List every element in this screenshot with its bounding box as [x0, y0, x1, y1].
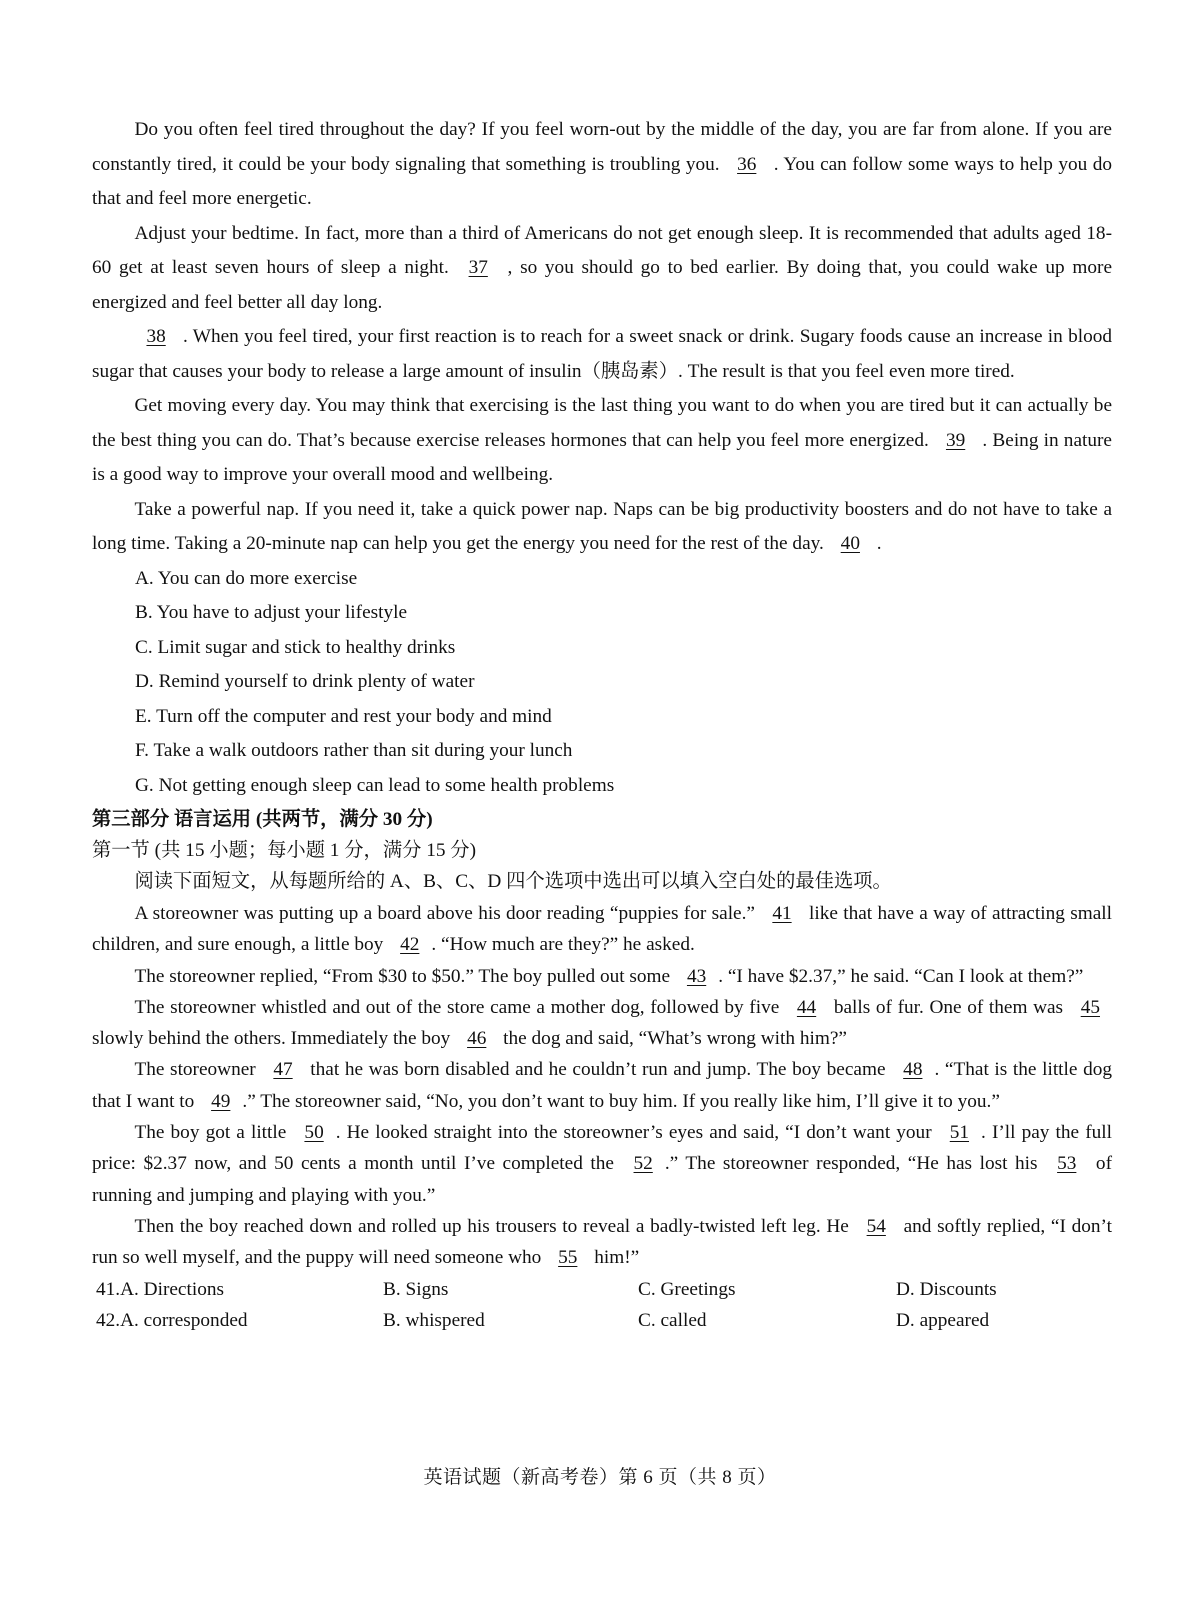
paragraph [92, 320, 1112, 389]
paragraph [92, 217, 1112, 321]
option-item: G. Not getting enough sleep can lead to some health problems [135, 774, 615, 796]
text-run: The storeowner [134, 1059, 262, 1081]
blank-53: 53 [1057, 1153, 1077, 1175]
text-run: Take a powerful nap. If you need it, take a quick power nap. Naps can be big productivity boosters and do not have to take a long time. Taking a 20-minute nap can help you get the energy you need for the rest of the day. [92, 498, 1112, 554]
text-run: like that have a way of attracting small children, and sure enough, a little boy [92, 903, 1112, 956]
text-run: . I’ll pay the full price: $2.37 now, and 50 cents a month until I’ve completed the [92, 1122, 1112, 1175]
text-run: The boy got a little [134, 1122, 293, 1144]
text-run: Adjust your bedtime. In fact, more than a third of Americans do not get enough sleep. It is recommended that adults aged 18-60 get at least seven hours of sleep a night. [92, 222, 1112, 278]
text-run: of running and jumping and playing with you.” [92, 1153, 1112, 1206]
text-run: . He looked straight into the storeowner’s eyes and said, “I don’t want your [335, 1122, 938, 1144]
choice-option: B. Signs [383, 1278, 449, 1300]
paragraph [92, 992, 1112, 1055]
text-run: . Being in nature is a good way to improve your overall mood and wellbeing. [92, 429, 1112, 485]
choice-row [92, 1305, 1112, 1336]
choice-option: 41.A. Directions [96, 1278, 224, 1300]
option-item: F. Take a walk outdoors rather than sit during your lunch [135, 740, 573, 761]
paragraph [92, 961, 1112, 992]
text-run: . [871, 533, 882, 554]
text-run: Get moving every day. You may think that exercising is the last thing you want to do when you are tired but it can actually be the best thing you can do. That’s because exercise releases hormones that can help you feel more energized. [92, 395, 1112, 451]
text-run: . “How much are they?” he asked. [431, 934, 695, 956]
cloze-passage [92, 898, 1112, 1274]
blank-42: 42 [400, 934, 420, 956]
choice-option: B. whispered [383, 1309, 485, 1331]
page-content [92, 113, 1112, 1336]
text-run: . “I have $2.37,” he said. “Can I look at them?” [718, 965, 1084, 987]
part3-heading: 第三部分 语言运用 (共两节，满分 30 分) [92, 809, 433, 830]
paragraph [92, 389, 1112, 493]
blank-40: 40 [840, 533, 860, 554]
text-run: him!” [589, 1247, 640, 1269]
text-run: Do you often feel tired throughout the day? If you feel worn-out by the middle of the day, you are far from alone. If you are constantly tired, it could be your body signaling that something is troubling you. [92, 119, 1112, 175]
text-run: balls of fur. One of them was [828, 996, 1069, 1018]
text-run: . When you feel tired, your first reaction is to reach for a sweet snack or drink. Sugary foods cause an increase in blood sugar that causes your body to release a large amount of insulin（胰岛素）. The result is that you feel even more tired. [92, 326, 1112, 382]
blank-44: 44 [796, 996, 817, 1018]
choice-row [92, 1274, 1112, 1305]
text-run: . “That is the little dog that I want to [92, 1059, 1112, 1112]
blank-48: 48 [903, 1059, 923, 1081]
blank-36: 36 [737, 153, 757, 175]
paragraph [92, 113, 1112, 217]
text-run: A storeowner was putting up a board above his door reading “puppies for sale.” [134, 903, 761, 924]
option-item: B. You have to adjust your lifestyle [135, 602, 408, 623]
paragraph [92, 1211, 1112, 1274]
text-run: . You can follow some ways to help you do that and feel more energetic. [92, 153, 1112, 209]
paragraph [92, 898, 1112, 961]
option-item: C. Limit sugar and stick to healthy drinks [135, 636, 456, 658]
blank-45: 45 [1080, 996, 1100, 1018]
page-footer: 英语试题（新高考卷）第 6 页（共 8 页） [423, 1467, 777, 1488]
paragraph [92, 1117, 1112, 1211]
text-run: the dog and said, “What’s wrong with him?” [498, 1028, 847, 1050]
choice-option: C. Greetings [638, 1278, 736, 1300]
text-run: slowly behind the others. Immediately the boy [92, 1028, 456, 1050]
text-run: .” The storeowner said, “No, you don’t want to buy him. If you really like him, I’ll give it to you.” [242, 1090, 1000, 1112]
blank-51: 51 [949, 1122, 970, 1144]
blank-47: 47 [273, 1059, 293, 1081]
reading-passage [92, 113, 1112, 562]
section1-heading: 第一节 (共 15 小题；每小题 1 分，满分 15 分) [92, 840, 477, 861]
choice-option: 42.A. corresponded [96, 1309, 248, 1331]
text-run: , so you should go to bed earlier. By doing that, you could wake up more energized and feel better all day long. [92, 257, 1112, 313]
blank-39: 39 [945, 429, 966, 451]
text-run: The storeowner replied, “From $30 to $50.” The boy pulled out some [134, 965, 675, 987]
text-run: and softly replied, “I don’t run so well myself, and the puppy will need someone who [92, 1215, 1112, 1269]
option-item: A. You can do more exercise [135, 567, 358, 589]
blank-41: 41 [772, 903, 792, 924]
option-item: D. Remind yourself to drink plenty of water [135, 671, 475, 692]
blank-43: 43 [686, 965, 707, 987]
choice-option: D. Discounts [896, 1278, 997, 1300]
option-item: E. Turn off the computer and rest your body and mind [135, 705, 552, 727]
blank-55: 55 [558, 1247, 578, 1269]
text-run: Then the boy reached down and rolled up his trousers to reveal a badly-twisted left leg. He [134, 1215, 855, 1237]
choice-option: D. appeared [896, 1309, 990, 1331]
blank-54: 54 [866, 1215, 886, 1237]
reading-options [92, 562, 1112, 804]
cloze-instruction: 阅读下面短文，从每题所给的 A、B、C、D 四个选项中选出可以填入空白处的最佳选项。 [134, 871, 892, 892]
text-run: The storeowner whistled and out of the store came a mother dog, followed by five [134, 996, 785, 1018]
blank-50: 50 [304, 1122, 324, 1144]
paragraph [92, 493, 1112, 562]
choice-option: C. called [638, 1309, 707, 1331]
text-run: that he was born disabled and he couldn’t run and jump. The boy became [304, 1059, 892, 1081]
blank-46: 46 [467, 1028, 487, 1050]
text-run: .” The storeowner responded, “He has lost his [664, 1153, 1046, 1175]
paragraph [92, 1054, 1112, 1117]
blank-49: 49 [211, 1090, 231, 1112]
blank-38: 38 [146, 326, 166, 347]
blank-37: 37 [468, 257, 488, 278]
blank-52: 52 [633, 1153, 653, 1175]
cloze-choices [92, 1274, 1112, 1336]
